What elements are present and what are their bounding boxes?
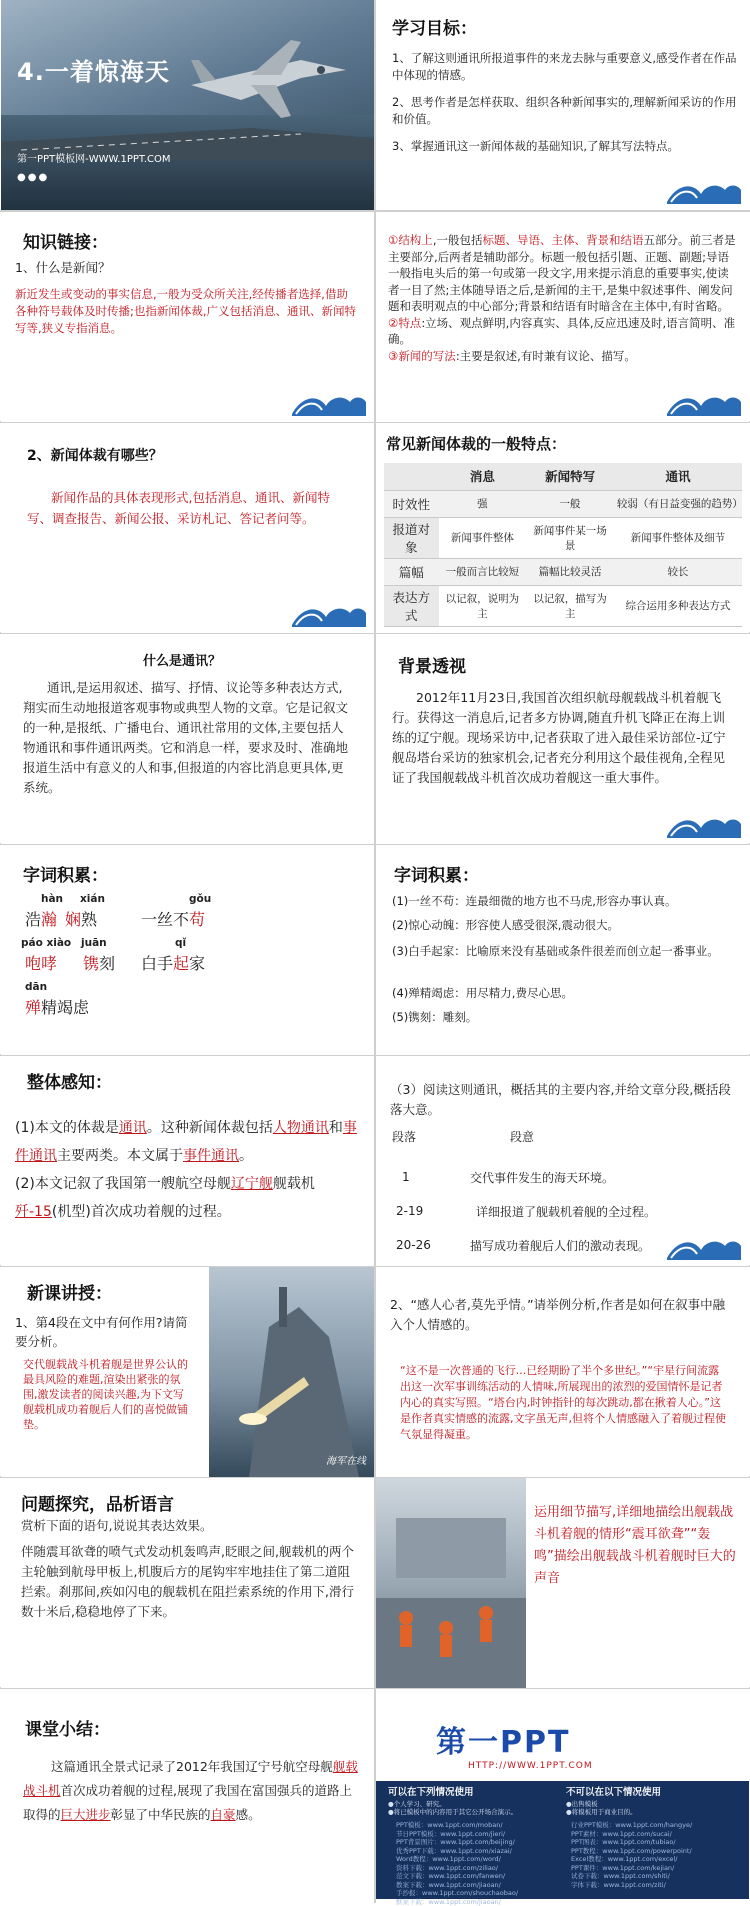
heading: 结构上 <box>398 233 433 247</box>
text-part: 。这种新闻体裁包括 <box>147 1120 273 1136</box>
word-highlight: 殚 <box>25 998 41 1017</box>
footer-link[interactable]: PPT背景图片：www.1ppt.com/beijing/ <box>396 1838 561 1847</box>
slide-title: 2、新闻体裁有哪些？ <box>27 445 163 465</box>
text-part: 主要两类。本文属于 <box>57 1148 183 1164</box>
segment-number: 20-26 <box>396 1238 431 1252</box>
table-cell: 较长 <box>614 558 742 585</box>
vocab-definition: (1)一丝不苟：连最细微的地方也不马虎,形容办事认真。 <box>392 893 737 910</box>
perception-text <box>15 1114 360 1226</box>
wave-icon <box>665 1234 743 1262</box>
pinyin: dān <box>25 981 47 993</box>
brand-logo: 第一PPT <box>436 1717 570 1761</box>
table-header-row <box>384 463 742 490</box>
footer-band <box>376 1781 749 1899</box>
writing-detail: :主要是叙述,有时兼有议论、描写。 <box>456 349 636 363</box>
text-part: 感。 <box>236 1807 261 1822</box>
table-cell: 强 <box>439 490 527 517</box>
links-left <box>396 1821 561 1906</box>
goal-item: 3、掌握通讯这一新闻体裁的基础知识,了解其写法特点。 <box>392 138 737 155</box>
usage-item: ●出售模板 <box>566 1800 741 1809</box>
slide-title: 新课讲授： <box>27 1279 112 1304</box>
wave-icon <box>665 812 743 840</box>
wave-icon <box>665 390 743 418</box>
pinyin: páo xiào <box>21 937 71 949</box>
table-cell: 较弱（有日益变强的趋势） <box>614 490 742 517</box>
footer-link[interactable]: PPT模板：www.1ppt.com/moban/ <box>396 1821 561 1830</box>
text-part: 。 <box>239 1148 253 1164</box>
word-part: 一丝不 <box>141 910 189 929</box>
summary-text <box>23 1755 358 1827</box>
heading: 新闻的写法 <box>398 349 456 363</box>
word-highlight: 咆哮 <box>25 954 57 973</box>
slide-genre-features[interactable] <box>376 423 749 633</box>
answer-blank: 事件通讯 <box>15 1120 357 1164</box>
slide-title: 整体感知： <box>27 1068 112 1093</box>
pinyin: juān <box>81 937 107 949</box>
table-cell: 新闻事件整体 <box>439 517 527 558</box>
warship-icon <box>209 1267 374 1477</box>
slide-language-answer[interactable] <box>376 1478 749 1688</box>
table-row <box>384 490 742 517</box>
answer-blank: 人物通讯 <box>273 1120 329 1136</box>
word-part: 家 <box>189 954 205 973</box>
slide-title: 课堂小结： <box>25 1715 110 1740</box>
question-text: 2、“感人心者,莫先乎情。”请举例分析,作者是如何在叙事中融入个人情感的。 <box>390 1295 735 1335</box>
question-text: （3）阅读这则通讯，概括其的主要内容,并给文章分段,概括段落大意。 <box>390 1080 735 1120</box>
text-a: ,一般包括 <box>433 233 483 247</box>
footer-link[interactable]: 范文下载：www.1ppt.com/fanwen/ <box>396 1872 561 1881</box>
footer-link[interactable]: Word教程：www.1ppt.com/word/ <box>396 1855 561 1864</box>
slide-title: 知识链接： <box>23 228 108 253</box>
table-header: 通讯 <box>614 463 742 490</box>
footer-link[interactable]: 默案下载：www.1ppt.com/jiaoan/ <box>396 1898 561 1906</box>
background-text: 2012年11月23日,我国首次组织航母舰载战斗机着舰飞行。获得这一消息后,记者多方协调,随直升机飞降正在海上训练的辽宁舰。现场采访中,记者获取了进入最佳采访部位-辽宁舰岛塔台采访的独家机会,记者充分利用这个最佳视角,全程见证了我国舰载战斗机首次成功着舰这一重大事件。 <box>392 688 732 788</box>
table-row <box>384 558 742 585</box>
slide-title: 4.一着惊海天 <box>17 52 170 87</box>
jet-fighter-image <box>181 30 351 125</box>
prompt-text: 赏析下面的语句,说说其表达效果。 <box>21 1516 361 1535</box>
question-text: 1、第4段在文中有何作用?请简要分析。 <box>15 1313 195 1351</box>
slide-emotion-analysis[interactable] <box>376 1267 749 1477</box>
word-highlight: 起 <box>173 954 189 973</box>
vocab-definition: (5)镌刻：雕刻。 <box>392 1009 737 1026</box>
slide-learning-goals[interactable] <box>376 0 749 210</box>
goal-item: 2、思考作者是怎样获取、组织各种新闻事实的,理解新闻采访的作用和价值。 <box>392 94 737 128</box>
pinyin: xián <box>80 893 105 905</box>
definition-text: 通讯,是运用叙述、描写、抒情、议论等多种表达方式,翔实而生动地报道客观事物或典型人物的文章。它是记叙文的一种,是报纸、广播电台、通讯社常用的文体,主要包括人物通讯和事件通讯两类。它和消息一样，要求及时、准确地报道生活中有意义的人和事,但报道的内容比消息更具体,更系统。 <box>23 678 353 798</box>
answer-blank: 舰载战斗机 <box>23 1759 358 1798</box>
footer-link[interactable]: 行业PPT模板：www.1ppt.com/hangye/ <box>571 1821 741 1830</box>
slide-knowledge-link[interactable] <box>1 212 374 422</box>
structure-parts: 标题、导语、主体、背景和结语 <box>482 233 643 247</box>
table-cell: 一般而言比较短 <box>439 558 527 585</box>
answer-blank: 巨大进步 <box>61 1807 111 1822</box>
word-part: 精竭虑 <box>41 998 89 1017</box>
table-cell: 篇幅比较灵活 <box>526 558 614 585</box>
table-header <box>384 463 439 490</box>
table-cell: 新闻事件某一场景 <box>526 517 614 558</box>
quoted-passage: 伴随震耳欲聋的喷气式发动机轰鸣声,眨眼之间,舰载机的两个主轮触到航母甲板上,机腹后方的尾钩牢牢地挂住了第二道阻拦索。刹那间,疾如闪电的舰载机在阻拦索系统的作用下,滑行数十米后,稳稳地停了下来。 <box>21 1542 356 1622</box>
slide-summary[interactable] <box>1 1689 374 1899</box>
table-cell: 以记叙，说明为主 <box>439 585 527 626</box>
table-cell: 综合运用多种表达方式 <box>614 585 742 626</box>
segment-meaning: 详细报道了舰载机着舰的全过程。 <box>476 1204 656 1221</box>
footer-link[interactable]: PPT课件：www.1ppt.com/kejian/ <box>571 1864 741 1873</box>
answer-text: 新闻作品的具体表现形式,包括消息、通讯、新闻特写、调查报告、新闻公报、采访札记、答记者问等。 <box>27 487 345 529</box>
text-part: 和 <box>329 1120 343 1136</box>
table-header: 新闻特写 <box>526 463 614 490</box>
column-header: 段落 <box>392 1128 416 1145</box>
vocab-definition: (2)惊心动魄：形容使人感受很深,震动很大。 <box>392 917 737 934</box>
text-part: 彰显了中华民族的 <box>111 1807 211 1822</box>
vocab-word <box>25 995 89 1018</box>
marker: ① <box>388 233 398 247</box>
text-part: (机型)首次成功着舰的过程。 <box>52 1204 231 1220</box>
answer-text: 运用细节描写,详细地描绘出舰载战斗机着舰的情形“震耳欲聋”“轰鸣”描绘出舰载战斗机着舰时巨大的声音 <box>534 1502 739 1590</box>
footer-link[interactable]: 节日PPT模板：www.1ppt.com/jieri/ <box>396 1830 561 1839</box>
warship-missile-photo <box>209 1267 374 1477</box>
slide-title: 问题探究，品析语言 <box>21 1490 174 1515</box>
table-cell: 以记叙，描写为主 <box>526 585 614 626</box>
wave-icon <box>290 390 368 418</box>
heading: 特点 <box>398 316 421 330</box>
decorative-dots: ●●● <box>17 172 49 183</box>
answer-blank: 自豪 <box>211 1807 236 1822</box>
table-cell: 一般 <box>526 490 614 517</box>
pinyin: hàn <box>41 893 63 905</box>
answer-text: 新近发生或变动的事实信息,一般为受众所关注,经传播者选择,借助各种符号载体及时传播;也指新闻体裁,广义包括消息、通讯、新闻特写等,狭义专指消息。 <box>15 286 357 337</box>
usage-item: ●将模板用于商业目的。 <box>566 1808 741 1817</box>
deck-crew-photo <box>376 1478 526 1688</box>
slide-title: 背景透视 <box>398 652 466 677</box>
footer-link[interactable]: Excel教程：www.1ppt.com/excel/ <box>571 1855 741 1864</box>
word-highlight: 娴 <box>65 910 81 929</box>
structure-detail: 五部分。前三者是主要部分,后两者是辅助部分。标题一般包括引题、正题、副题;导语一般指电头后的第一句或第一段文字,用来提示消息的重要事实,使读者一目了然;主体随导语之后,是新闻的主干,是集中叙述事件、阐发问题和表明观点的中心部分;背景和结语有时暗含在主体中,有时省略。 <box>388 233 735 313</box>
wave-icon <box>665 178 743 206</box>
slide-language-analysis[interactable] <box>1 1478 374 1688</box>
footer-link[interactable]: 资料下载：www.1ppt.com/ziliao/ <box>396 1864 561 1873</box>
footer-link[interactable]: PPT素材：www.1ppt.com/sucai/ <box>571 1830 741 1839</box>
marker: ③ <box>388 349 398 363</box>
brand-url[interactable]: HTTP://WWW.1PPT.COM <box>468 1761 593 1771</box>
vocab-word <box>25 907 57 930</box>
slide-new-lesson[interactable] <box>1 1267 374 1477</box>
segment-number: 1 <box>402 1170 410 1184</box>
slide-overall-perception[interactable] <box>1 1056 374 1266</box>
footer-link[interactable]: PPT教程：www.1ppt.com/powerpoint/ <box>571 1847 741 1856</box>
features-table <box>384 463 742 627</box>
usage-allowed-heading: 可以在下列情况使用 <box>388 1789 558 1798</box>
segment-meaning: 描写成功着舰后人们的激动表现。 <box>470 1238 650 1255</box>
slide-vocab-meaning[interactable] <box>376 845 749 1055</box>
slide-news-structure[interactable] <box>376 212 749 422</box>
footer-link[interactable]: PPT图表：www.1ppt.com/tubiao/ <box>571 1838 741 1847</box>
features-detail: :立场、观点鲜明,内容真实、具体,反应迅速及时,语言简明、准确。 <box>388 316 735 347</box>
photo-caption: 海军在线 <box>326 1452 366 1467</box>
slide-brand-footer[interactable] <box>376 1689 749 1899</box>
usage-forbidden-heading: 不可以在以下情况使用 <box>566 1789 741 1798</box>
column-header: 段意 <box>510 1128 534 1145</box>
word-part: 刻 <box>99 954 115 973</box>
goal-item: 1、了解这则通讯所报道事件的来龙去脉与重要意义,感受作者在作品中体现的情感。 <box>392 50 737 84</box>
vocab-word <box>83 951 115 974</box>
vocab-definition: (3)白手起家：比喻原来没有基础或条件很差而创立起一番事业。 <box>392 941 737 961</box>
links-right <box>571 1821 741 1889</box>
slide-title: 字词积累： <box>23 861 108 886</box>
structure-paragraph <box>388 232 740 364</box>
usage-allowed <box>388 1789 558 1817</box>
table-row <box>384 585 742 626</box>
slide-background[interactable] <box>376 634 749 844</box>
word-highlight: 苟 <box>189 910 205 929</box>
watermark-text: 第一PPT模板网-WWW.1PPT.COM <box>17 150 170 165</box>
slide-news-genres[interactable] <box>1 423 374 633</box>
usage-item: ●个人学习、研究。 <box>388 1800 558 1809</box>
vocab-word <box>141 907 205 930</box>
row-label: 表达方式 <box>384 585 439 626</box>
slide-what-is-tongxun[interactable] <box>1 634 374 844</box>
text-part: 舰载机 <box>273 1176 315 1192</box>
usage-item: ●将已模板中的内容用于其它公开场合演示。 <box>388 1808 558 1817</box>
text-part: 这篇通讯全景式记录了2012年我国辽宁号航空母舰 <box>51 1759 333 1774</box>
answer-blank: 通讯 <box>119 1120 147 1136</box>
table-header: 消息 <box>439 463 527 490</box>
footer-link[interactable]: 字体下载：www.1ppt.com/ziti/ <box>571 1881 741 1890</box>
pinyin: qǐ <box>175 937 186 949</box>
wave-icon <box>290 601 368 629</box>
word-highlight: 瀚 <box>41 910 57 929</box>
text-part: (1)本文的体裁是 <box>15 1120 119 1136</box>
footer-link[interactable]: 手抄报：www.1ppt.com/shouchaobao/ <box>396 1889 561 1898</box>
slide-cover[interactable] <box>1 0 374 210</box>
word-part: 白手 <box>141 954 173 973</box>
answer-text: 交代舰载战斗机着舰是世界公认的最具风险的难题,渲染出紧张的氛围,激发读者的阅读兴趣,为下文写舰载机成功着舰后人们的喜悦做铺垫。 <box>23 1357 193 1432</box>
table-cell: 新闻事件整体及细节 <box>614 517 742 558</box>
vocab-definition: (4)殚精竭虑：用尽精力,费尽心思。 <box>392 985 737 1002</box>
row-label: 报道对象 <box>384 517 439 558</box>
footer-link[interactable]: 教案下载：www.1ppt.com/jiaoan/ <box>396 1881 561 1890</box>
table-row <box>384 517 742 558</box>
vocab-word <box>141 951 205 974</box>
answer-blank: 歼-15 <box>15 1204 52 1220</box>
slide-paragraph-summary[interactable] <box>376 1056 749 1266</box>
slide-title: 什么是通讯？ <box>143 650 221 669</box>
segment-meaning: 交代事件发生的海天环境。 <box>470 1170 614 1187</box>
deck-crew-icon <box>376 1478 526 1688</box>
segment-number: 2-19 <box>396 1204 423 1218</box>
row-label: 篇幅 <box>384 558 439 585</box>
text-part: 首次成功着舰的过程,展现了我国在富国强兵的道路上取得的 <box>23 1783 352 1822</box>
answer-text: “这不是一次普通的飞行...已经期盼了半个多世纪。”“宇星行间流露出这一次军事训练活动的人情味,所展现出的浓烈的爱国情怀是记者内心的真实写照。“塔台内,时钟指针的每次跳动,都在揪着人心。”这是作者真实情感的流露,文字虽无声,但将个人情感融入了着舰过程使气氛显得凝重。 <box>400 1363 730 1443</box>
answer-blank: 事件通讯 <box>183 1148 239 1164</box>
word-highlight: 镌 <box>83 954 99 973</box>
vocab-word <box>65 907 97 930</box>
answer-blank: 辽宁舰 <box>231 1176 273 1192</box>
marker: ② <box>388 316 398 330</box>
word-part: 熟 <box>81 910 97 929</box>
question-text: 1、什么是新闻？ <box>15 258 110 277</box>
row-label: 时效性 <box>384 490 439 517</box>
slide-title: 字词积累： <box>394 861 479 886</box>
pinyin: gǒu <box>189 893 211 905</box>
usage-forbidden <box>566 1789 741 1817</box>
slide-vocab-pinyin[interactable] <box>1 845 374 1055</box>
text-part: (2)本文记叙了我国第一艘航空母舰 <box>15 1176 231 1192</box>
footer-link[interactable]: 试卷下载：www.1ppt.com/shiti/ <box>571 1872 741 1881</box>
slide-title: 常见新闻体裁的一般特点： <box>386 433 566 454</box>
slide-title: 学习目标： <box>392 14 477 39</box>
footer-link[interactable]: 优秀PPT下载：www.1ppt.com/xiazai/ <box>396 1847 561 1856</box>
vocab-word <box>25 951 57 974</box>
word-part: 浩 <box>25 910 41 929</box>
